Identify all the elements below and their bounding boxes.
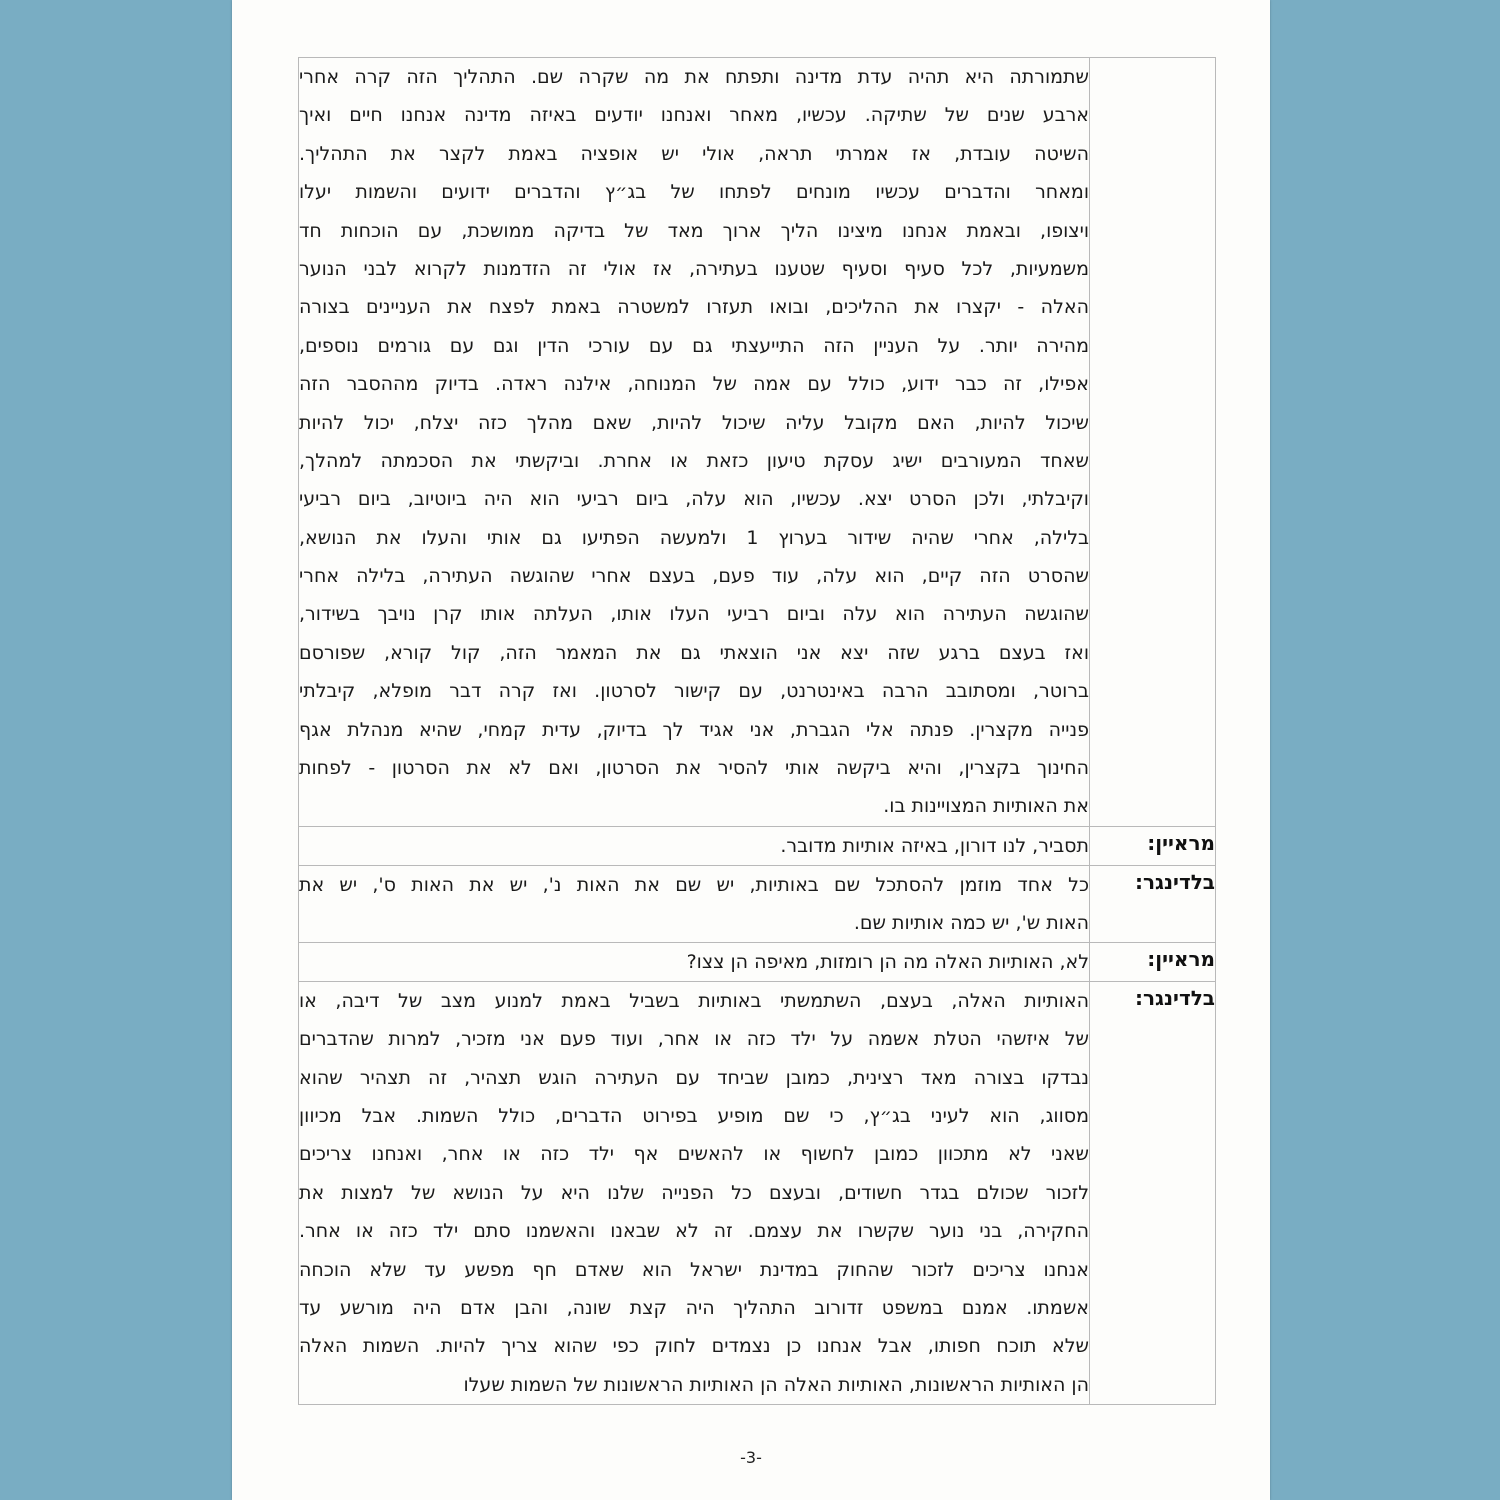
page-number: -3- <box>740 1448 762 1467</box>
text-line: אנחנו צריכים לזכור שהחוק במדינת ישראל הוא שאדם חף מפשע עד שלא הוכחה <box>299 1258 1089 1281</box>
transcript-row <box>299 942 1216 981</box>
text-line: בלילה, אחרי שהיה שידור בערוץ 1 ולמעשה הפתיעו גם אותי והעלו את הנושא, <box>299 526 1089 549</box>
transcript-row <box>299 58 1216 827</box>
speaker-label <box>1090 58 1216 827</box>
utterance-text <box>299 865 1090 942</box>
speaker-label: מראיין: <box>1090 942 1216 981</box>
text-line: ברוטר, ומסתובב הרבה באינטרנט, עם קישור לסרטון. ואז קרה דבר מופלא, קיבלתי <box>299 680 1089 703</box>
transcript-row <box>299 981 1216 1404</box>
text-line: פנייה מקצרין. פנתה אלי הגברת, אני אגיד לך בדיוק, עדית קמחי, שהיא מנהלת אגף <box>299 718 1089 741</box>
text-line: נבדקו בצורה מאד רצינית, כמובן שביחד עם העתירה הוגש תצהיר, זה תצהיר שהוא <box>299 1066 1089 1089</box>
text-line: את האותיות המצויינות בו. <box>883 795 1089 818</box>
text-line: החקירה, בני נוער שקשרו את עצמם. זה לא שבאנו והאשמנו סתם ילד כזה או אחר. <box>299 1220 1089 1243</box>
text-line: החינוך בקצרין, והיא ביקשה אותי להסיר את הסרטון, ואם לא את הסרטון - לפחות <box>299 757 1089 780</box>
text-line: שתמורתה היא תהיה עדת מדינה ותפתח את מה שקרה שם. התהליך הזה קרה אחרי <box>299 66 1089 88</box>
text-line: שאחד המעורבים ישיג עסקת טיעון כזאת או אחרת. וביקשתי את הסכמתה למהלך, <box>299 449 1089 472</box>
text-line: אשמתו. אמנם במשפט זדורוב התהליך היה קצת שונה, והבן אדם היה מורשע עד <box>299 1296 1089 1319</box>
text-line: ארבע שנים של שתיקה. עכשיו, מאחר ואנחנו יודעים באיזה מדינה אנחנו חיים ואיך <box>299 104 1089 127</box>
transcript-table <box>298 57 1216 1405</box>
text-line: משמעיות, לכל סעיף וסעיף שטענו בעתירה, אז אולי זה הזדמנות לקרוא לבני הנוער <box>299 257 1089 280</box>
text-line: של איזשהי הטלת אשמה על ילד כזה או אחר, ועוד פעם אני מזכיר, למרות שהדברים <box>299 1028 1089 1051</box>
transcript-row <box>299 826 1216 865</box>
text-line: וקיבלתי, ולכן הסרט יצא. עכשיו, הוא עלה, ביום רביעי הוא היה ביוטיוב, ביום רביעי <box>299 488 1089 511</box>
text-line: הן האותיות הראשונות, האותיות האלה הן האותיות הראשונות של השמות שעלו <box>463 1373 1089 1396</box>
text-line: שהוגשה העתירה הוא עלה וביום רביעי העלו אותו, העלתה אותו קרן נויבך בשידור, <box>299 603 1089 626</box>
speaker-label: מראיין: <box>1090 826 1216 865</box>
text-line: השיטה עובדת, אז אמרתי תראה, אולי יש אופציה באמת לקצר את התהליך. <box>299 142 1089 165</box>
utterance-text <box>299 826 1090 865</box>
utterance-text <box>299 981 1090 1404</box>
text-line: ומאחר והדברים עכשיו מונחים לפתחו של בג״ץ והדברים ידועים והשמות יעלו <box>299 181 1089 204</box>
text-line: האות ש', יש כמה אותיות שם. <box>853 911 1089 934</box>
text-line: שהסרט הזה קיים, הוא עלה, עוד פעם, בעצם אחרי שהוגשה העתירה, בלילה אחרי <box>299 565 1089 588</box>
text-line: מסווג, הוא לעיני בג״ץ, כי שם מופיע בפירוט הדברים, כולל השמות. אבל מכיוון <box>299 1104 1089 1127</box>
text-line: ואז בעצם ברגע שזה יצא אני הוצאתי גם את המאמר הזה, קול קורא, שפורסם <box>299 641 1089 664</box>
text-line: ויצופו, ובאמת אנחנו מיצינו הליך ארוך מאד של בדיקה ממושכת, עם הוכחות חד <box>299 219 1089 242</box>
text-line: אפילו, זה כבר ידוע, כולל עם אמה של המנוחה, אילנה ראדה. בדיוק מההסבר הזה <box>299 373 1089 396</box>
text-line: האלה - יקצרו את ההליכים, ובואו תעזרו למשטרה באמת לפצח את העניינים בצורה <box>299 296 1089 319</box>
text-line: לא, האותיות האלה מה הן רומזות, מאיפה הן צצו? <box>686 950 1089 973</box>
transcript-row <box>299 865 1216 942</box>
text-line: כל אחד מוזמן להסתכל שם באותיות, יש שם את האות נ', יש את האות ס', יש את <box>299 873 1089 896</box>
text-line: האותיות האלה, בעצם, השתמשתי באותיות בשביל באמת למנוע מצב של דיבה, או <box>299 989 1089 1012</box>
text-line: שאני לא מתכוון כמובן לחשוף או להאשים אף ילד כזה או אחר, ואנחנו צריכים <box>299 1143 1089 1166</box>
utterance-text <box>299 58 1090 827</box>
document-page <box>232 0 1270 1500</box>
text-line: שיכול להיות, האם מקובל עליה שיכול להיות, שאם מהלך כזה יצלח, יכול להיות <box>299 411 1089 434</box>
text-line: שלא תוכח חפותו, אבל אנחנו כן נצמדים לחוק כפי שהוא צריך להיות. השמות האלה <box>299 1335 1089 1358</box>
text-line: מהירה יותר. על העניין הזה התייעצתי גם עם עורכי הדין וגם עם גורמים נוספים, <box>299 334 1089 357</box>
speaker-label: בלדינגר: <box>1090 981 1216 1404</box>
speaker-label: בלדינגר: <box>1090 865 1216 942</box>
text-line: תסביר, לנו דורון, באיזה אותיות מדובר. <box>780 834 1089 857</box>
utterance-text <box>299 942 1090 981</box>
text-line: לזכור שכולם בגדר חשודים, ובעצם כל הפנייה שלנו היא על הנושא של למצות את <box>299 1181 1089 1204</box>
